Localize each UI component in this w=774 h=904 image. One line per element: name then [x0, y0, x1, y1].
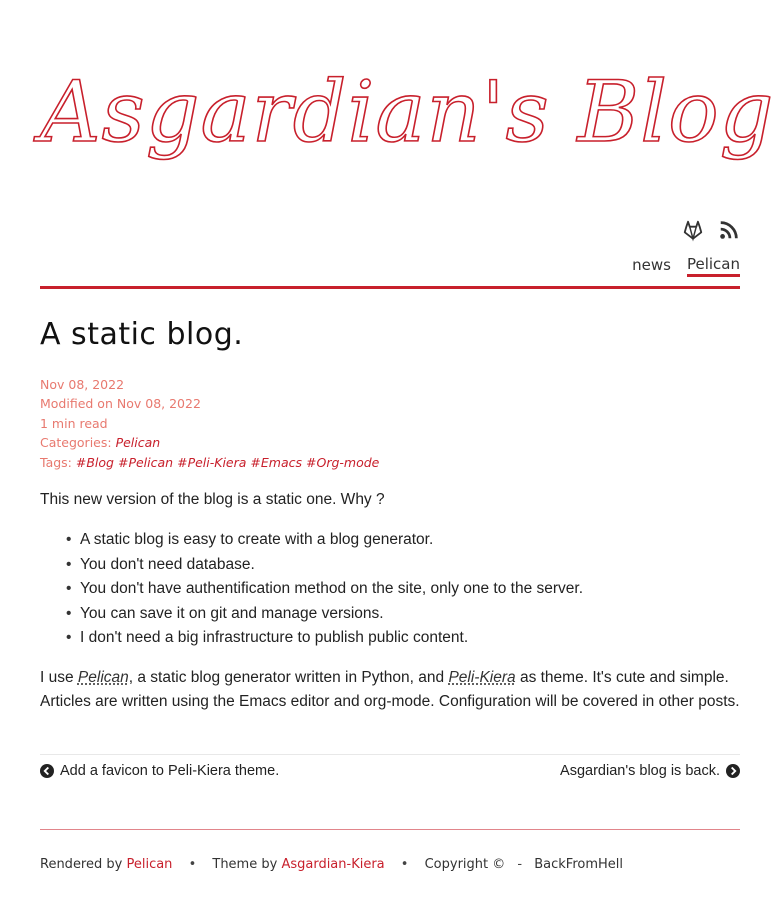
theme-footer-link[interactable]: Asgardian-Kiera [281, 857, 385, 872]
tag-link[interactable]: #Emacs [250, 454, 303, 470]
pager-divider [40, 754, 740, 755]
article-date: Nov 08, 2022 [40, 377, 125, 392]
categories [40, 433, 383, 452]
gitlab-icon[interactable] [682, 218, 704, 242]
tools-paragraph [40, 666, 740, 714]
category-link[interactable]: Pelican [115, 435, 161, 451]
previous-post-title: Add a favicon to Peli-Kiera theme. [60, 763, 280, 779]
menu-item-pelican[interactable]: Pelican [687, 254, 740, 277]
theme-by-label: Theme by [212, 857, 278, 872]
article-content [40, 488, 740, 710]
list-item: • I don't need a big infrastructure to publish public content. [66, 626, 583, 651]
peli-kiera-link[interactable]: Peli-Kiera [448, 669, 516, 686]
footer-dash: - [517, 857, 523, 872]
tags-label: Tags: [40, 454, 72, 470]
list-item: • You don't have authentification method on the site, only one to the server. [66, 577, 583, 602]
arrow-left-circle-icon [40, 764, 54, 778]
arrow-right-circle-icon [726, 764, 740, 778]
pelican-link[interactable]: Pelican [77, 669, 129, 686]
tag-link[interactable]: #Org-mode [306, 454, 380, 470]
list-item: • You can save it on git and manage versions. [66, 602, 583, 627]
p2-text-c: as theme. It's cute and simple. Articles are written using the Emacs editor and org-mode. Configuration will be covered in other posts. [40, 669, 740, 710]
rss-icon[interactable] [718, 218, 740, 242]
tag-link[interactable]: #Pelican [117, 454, 174, 470]
footer-divider [40, 829, 740, 830]
list-item: • A static blog is easy to create with a blog generator. [66, 528, 583, 553]
modified-date: Nov 08, 2022 [116, 396, 201, 412]
pelican-footer-link[interactable]: Pelican [126, 857, 173, 872]
next-post-title: Asgardian's blog is back. [560, 763, 720, 779]
tag-link[interactable]: #Peli-Kiera [177, 454, 247, 470]
social-icons [682, 218, 740, 242]
footer-separator: • [400, 857, 409, 872]
article-modified [40, 394, 383, 413]
article-meta [40, 375, 383, 472]
owner-name: BackFromHell [534, 857, 624, 872]
menu-item-news[interactable]: news [632, 256, 671, 274]
tags [40, 453, 383, 472]
previous-post-link[interactable] [40, 763, 279, 779]
modified-prefix: Modified on [40, 396, 113, 412]
list-item: • You don't need database. [66, 553, 583, 578]
site-title-logo[interactable]: Asgardian's Blog [40, 63, 774, 161]
read-time: 1 min read [40, 415, 108, 431]
article-title: A static blog. [40, 317, 244, 352]
intro-paragraph: This new version of the blog is a static one. Why ? [40, 491, 385, 508]
footer-separator: • [188, 857, 197, 872]
header-divider [40, 286, 740, 289]
p2-text-a: I use [40, 669, 78, 686]
copyright-label: Copyright © [424, 857, 506, 872]
site-footer [40, 857, 623, 872]
next-post-link[interactable] [560, 763, 740, 779]
reasons-list [66, 528, 583, 651]
main-menu [632, 254, 740, 277]
tag-link[interactable]: #Blog [75, 454, 114, 470]
rendered-by-label: Rendered by [40, 857, 123, 872]
categories-label: Categories: [40, 435, 112, 451]
p2-text-b: , a static blog generator written in Python, and [128, 669, 449, 686]
